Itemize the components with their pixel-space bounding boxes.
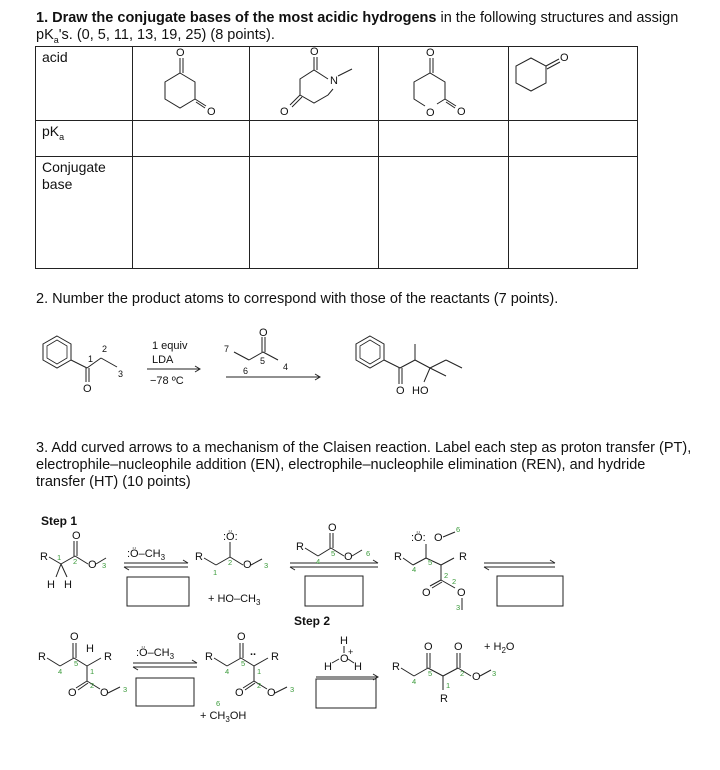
svg-text:R: R (104, 651, 112, 663)
cyclohexanone-structure (516, 52, 569, 91)
question-1-tail: 's. (0, 5, 11, 13, 19, 25) (8 points). (58, 27, 275, 43)
svg-text:R: R (440, 693, 448, 705)
row-label-acid: acid (36, 47, 133, 121)
svg-text:O: O (457, 587, 466, 599)
svg-text:O: O (267, 687, 276, 699)
svg-text:O: O (70, 631, 79, 643)
svg-text:R: R (271, 651, 279, 663)
svg-text:H: H (86, 643, 94, 655)
step-1-label: Step 1 (41, 514, 78, 528)
svg-text:4: 4 (412, 677, 417, 686)
atom-label-o: O (310, 46, 319, 58)
svg-text:3: 3 (264, 561, 269, 570)
atom-label-o: O (83, 383, 92, 395)
svg-text:4: 4 (316, 557, 321, 566)
tetrahedral-intermediate (394, 525, 467, 612)
step-2-answer-box[interactable] (305, 576, 363, 606)
question-2-prompt: 2. Number the product atoms to correspond with those of the reactants (7 points). (36, 291, 559, 307)
svg-text:6: 6 (456, 525, 461, 534)
hydronium-reagent (324, 635, 362, 673)
svg-text:O: O (472, 671, 481, 683)
plus-water: + $H_2O$ (484, 641, 515, 655)
svg-text:O: O (328, 522, 337, 534)
svg-text:2: 2 (90, 681, 95, 690)
propiophenone-structure (43, 336, 123, 395)
ester-starting-material (40, 530, 106, 591)
atom-label-o: O (426, 107, 435, 119)
svg-text:1: 1 (90, 667, 95, 676)
svg-text:O: O (422, 587, 431, 599)
methoxide-reagent-2: $:Ö-CH_3$ (136, 647, 175, 661)
svg-text:O: O (237, 631, 246, 643)
beta-ketoester (38, 631, 127, 699)
svg-text::Ö:: :Ö: (223, 531, 238, 543)
atom-number: 1 (88, 354, 94, 364)
stabilized-enolate (205, 631, 294, 699)
reagent-equiv: 1 equiv (152, 340, 188, 352)
svg-text:6: 6 (366, 549, 371, 558)
atom-label-o: O (426, 47, 435, 59)
pyrandione-structure (414, 47, 466, 119)
svg-text:2: 2 (444, 571, 449, 580)
q2-reaction (0, 322, 720, 422)
plus-methanol: + $HO-CH_3$ (208, 593, 261, 607)
methoxide-reagent: $:Ö-CH_3$ (127, 548, 166, 562)
svg-text::Ö:: :Ö: (411, 532, 426, 544)
svg-text:O: O (68, 687, 77, 699)
svg-text:5: 5 (74, 659, 79, 668)
svg-text:3: 3 (102, 561, 107, 570)
svg-text:O: O (243, 559, 252, 571)
piperidinedione-structure (280, 46, 352, 118)
atom-label-o: O (259, 327, 268, 339)
step-2-label: Step 2 (294, 614, 331, 628)
svg-text:2: 2 (257, 681, 262, 690)
svg-text:R: R (38, 651, 46, 663)
atom-label-o: O (560, 52, 569, 64)
svg-text:O: O (340, 653, 349, 665)
svg-text:5: 5 (331, 549, 336, 558)
conjugate-base-cell-4[interactable] (509, 157, 638, 269)
atom-number: 5 (260, 356, 266, 366)
aldol-product-structure (356, 336, 462, 397)
claisen-product (392, 641, 496, 705)
svg-text:O: O (434, 532, 443, 544)
atom-number: 3 (118, 369, 124, 379)
conjugate-base-cell-1[interactable] (133, 157, 250, 269)
svg-text:O: O (100, 687, 109, 699)
reagent-lda: LDA (152, 354, 174, 366)
pka-subscript: a (53, 34, 59, 45)
svg-text:O: O (72, 530, 81, 542)
svg-text:O: O (88, 559, 97, 571)
cyclohexanedione-structure (165, 47, 216, 118)
question-1-rest: in the following structures and assign pK (36, 10, 679, 43)
svg-text:1: 1 (446, 681, 451, 690)
svg-text:+: + (348, 647, 354, 657)
svg-text:4: 4 (58, 667, 63, 676)
question-1-bold: 1. Draw the conjugate bases of the most acidic hydrogens (36, 10, 437, 26)
svg-text:3: 3 (456, 603, 461, 612)
svg-text:H: H (64, 579, 72, 591)
svg-text:R: R (40, 551, 48, 563)
svg-text:H: H (324, 661, 332, 673)
svg-text:3: 3 (492, 669, 497, 678)
svg-text:R: R (195, 551, 203, 563)
svg-text:3: 3 (123, 685, 128, 694)
atom-number: 4 (283, 362, 289, 372)
row-label-conjugate-base: Conjugate base (36, 157, 133, 269)
svg-text:6: 6 (216, 699, 221, 708)
step-4-answer-box[interactable] (136, 678, 194, 706)
butanone-structure (224, 327, 288, 376)
step-3-answer-box[interactable] (497, 576, 563, 606)
svg-text:1: 1 (213, 568, 218, 577)
svg-text:3: 3 (290, 685, 295, 694)
svg-text:R: R (205, 651, 213, 663)
q1-structures (0, 40, 720, 170)
svg-text:1: 1 (257, 667, 262, 676)
conjugate-base-cell-3[interactable] (379, 157, 509, 269)
svg-text:O: O (454, 641, 463, 653)
svg-text:O: O (344, 551, 353, 563)
enolate-intermediate (195, 531, 268, 577)
svg-text:R: R (459, 551, 467, 563)
atom-number: 2 (102, 344, 108, 354)
atom-label-o: O (457, 106, 466, 118)
atom-label-o: O (396, 385, 405, 397)
ester-electrophile (296, 522, 370, 566)
svg-text:5: 5 (428, 669, 433, 678)
svg-text:1: 1 (57, 553, 62, 562)
svg-text:H: H (354, 661, 362, 673)
svg-text:2: 2 (460, 669, 465, 678)
atom-label-o: O (280, 106, 289, 118)
atom-label-o: O (176, 47, 185, 59)
conjugate-base-cell-2[interactable] (250, 157, 379, 269)
question-3-prompt: 3. Add curved arrows to a mechanism of the Claisen reaction. Label each step as proton transfer (PT), electrophile–nucleophile addition (EN), electrophile–nucleophile elimination (REN), and hydride transfer (HT) (10 points) (36, 440, 692, 490)
atom-label-ho: HO (412, 385, 429, 397)
atom-label-o: O (207, 106, 216, 118)
svg-text:R: R (392, 661, 400, 673)
svg-text:H: H (47, 579, 55, 591)
svg-text:5: 5 (241, 659, 246, 668)
svg-text:4: 4 (225, 667, 230, 676)
reaction-temperature: −78 ºC (150, 375, 184, 387)
svg-text:2: 2 (73, 557, 78, 566)
atom-label-n: N (330, 75, 338, 87)
row-label-pka: $pK_a$ (36, 121, 133, 157)
svg-text:2: 2 (452, 577, 457, 586)
svg-text:5: 5 (428, 558, 433, 567)
atom-number: 7 (224, 344, 230, 354)
plus-ch3oh: + $CH_3OH$ (200, 710, 247, 724)
svg-text:H: H (340, 635, 348, 647)
svg-text:..: .. (250, 646, 257, 658)
svg-text:4: 4 (412, 565, 417, 574)
step-5-answer-box[interactable] (316, 679, 376, 708)
svg-text:O: O (235, 687, 244, 699)
atom-number: 6 (243, 366, 249, 376)
svg-text:O: O (424, 641, 433, 653)
step-1-answer-box[interactable] (127, 577, 189, 606)
svg-text:2: 2 (228, 558, 233, 567)
svg-text:R: R (296, 541, 304, 553)
claisen-mechanism (0, 520, 720, 760)
svg-text:R: R (394, 551, 402, 563)
